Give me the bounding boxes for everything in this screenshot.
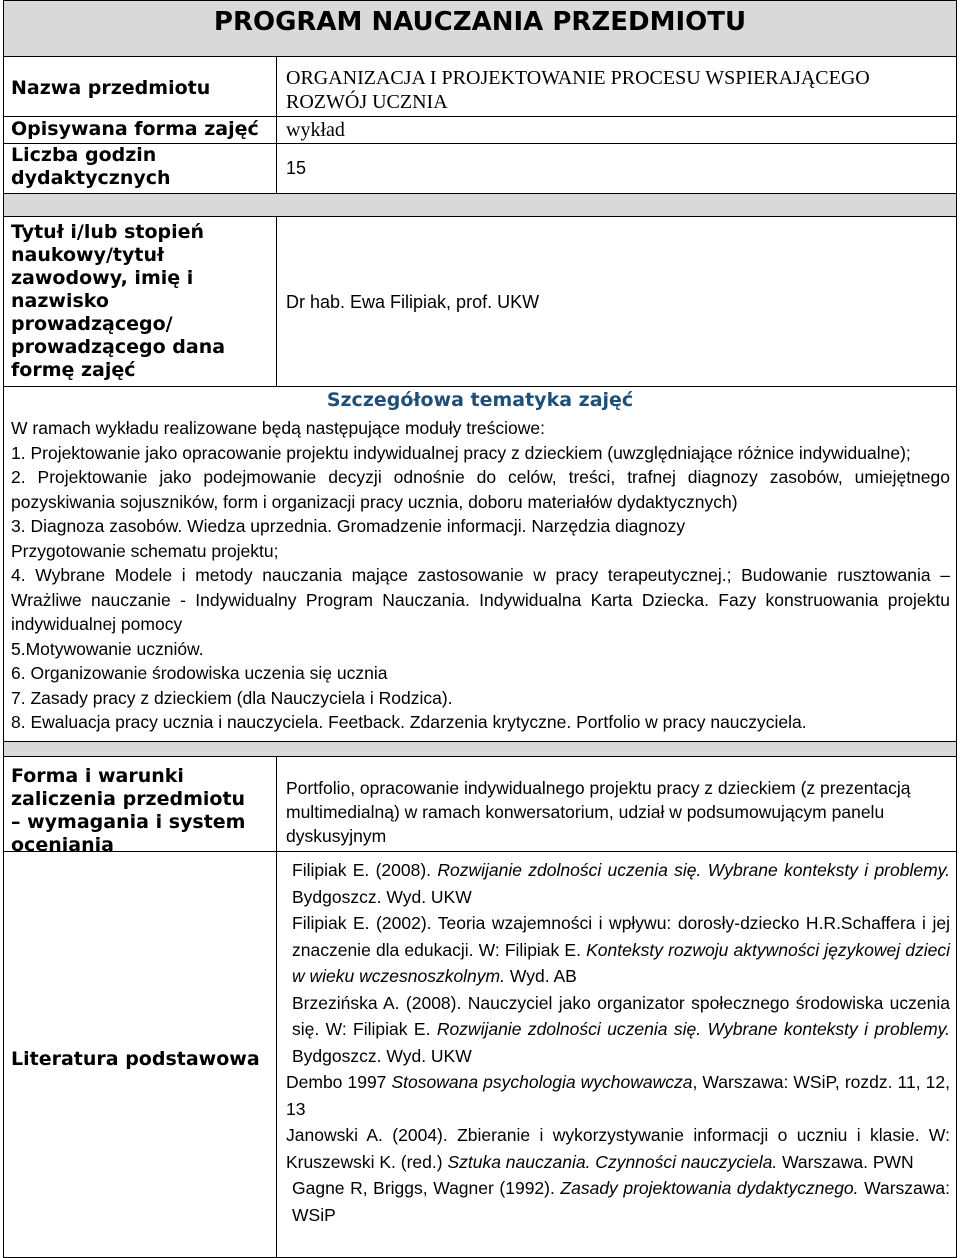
subject-value	[286, 66, 870, 114]
lecturer-label-line: prowadzącego/	[11, 313, 173, 335]
topics-intro: W ramach wykładu realizowane będą następujące moduły treściowe:	[11, 418, 546, 438]
form-value: wykład	[286, 119, 345, 141]
literature-entry: Janowski A. (2004). Zbieranie i wykorzystywanie informacji o uczniu i klasie. W: Kruszewski K. (red.) Sztuka nauczania. Czynności nauczyciela. Warszawa. PWN	[286, 1125, 950, 1172]
assessment-value: Portfolio, opracowanie indywidualnego projektu pracy z dzieckiem (z prezentacją multimedialną) w ramach konwersatorium, udział w podsumowującym panelu dyskusyjnym	[286, 778, 911, 846]
spacer-band	[4, 193, 956, 216]
title-band	[4, 1, 956, 56]
lecturer-label-line: Tytuł i/lub stopień	[11, 221, 205, 243]
literature-entry: Brzezińska A. (2008). Nauczyciel jako organizator społecznego środowiska uczenia się. W: Filipiak E. Rozwijanie zdolności uczenia się. Wybrane konteksty i problemy. Bydgoszcz. Wyd. UKW	[292, 992, 950, 1066]
assessment-label-line: – wymagania i system	[11, 811, 246, 833]
column-divider	[276, 56, 277, 193]
lecturer-label-line: formę zajęć	[11, 359, 136, 381]
assessment-row	[4, 756, 956, 856]
subject-label: Nazwa przedmiotu	[11, 77, 211, 99]
column-divider	[276, 216, 277, 386]
literature-label: Literatura podstawowa	[11, 1048, 260, 1070]
topic-item-2: 2. Projektowanie jako podejmowanie decyzji odnośnie do celów, treści, trafnej diagnozy zasobów, umiejętnego pozyskiwania sojuszników, form i organizacji pracy ucznia, doboru materiałów dydaktycznych)	[11, 467, 950, 512]
assessment-label-line: oceniania	[11, 834, 114, 856]
hours-label	[11, 144, 171, 190]
topic-item-8: 8. Ewaluacja pracy ucznia i nauczyciela. Feetback. Zdarzenia krytyczne. Portfolio w pracy nauczyciela.	[11, 712, 807, 732]
hours-row	[4, 143, 956, 193]
lecturer-label	[11, 221, 225, 382]
hours-label-line1: Liczba godzin	[11, 144, 157, 166]
literature-entry: Filipiak E. (2008). Rozwijanie zdolności uczenia się. Wybrane konteksty i problemy. Bydgoszcz. Wyd. UKW	[292, 860, 950, 907]
topic-item-3-cont: Przygotowanie schematu projektu;	[11, 540, 279, 561]
literature-entry: Dembo 1997 Stosowana psychologia wychowawcza, Warszawa: WSiP, rozdz. 11, 12, 13	[286, 1072, 950, 1119]
topic-item-6: 6. Organizowanie środowiska uczenia się ucznia	[11, 663, 388, 683]
form-label: Opisywana forma zajęć	[11, 118, 259, 140]
lecturer-label-line: prowadzącego dana	[11, 336, 226, 358]
lecturer-label-line: naukowy/tytuł	[11, 244, 165, 266]
program-document	[3, 0, 957, 1258]
lecturer-label-line: nazwisko	[11, 290, 109, 312]
lecturer-value: Dr hab. Ewa Filipiak, prof. UKW	[286, 292, 540, 312]
subject-row	[4, 56, 956, 116]
topic-item-7: 7. Zasady pracy z dzieckiem (dla Nauczyciela i Rodzica).	[11, 687, 453, 708]
literature-entry: Gagne R, Briggs, Wagner (1992). Zasady projektowania dydaktycznego. Warszawa: WSiP	[292, 1178, 950, 1225]
topic-item-4: 4. Wybrane Modele i metody nauczania mające zastosowanie w pracy terapeutycznej.; Budowanie rusztowania – Wrażliwe nauczanie - Indywidualny Program Nauczania. Indywidualna Karta Dziecka. Fazy konstruowania projektu indywidualnej pomocy	[11, 565, 950, 634]
hours-label-line2: dydaktycznych	[11, 167, 171, 189]
assessment-label	[11, 765, 245, 857]
subject-value-line2: ROZWÓJ UCZNIA	[286, 91, 448, 113]
hours-value: 15	[286, 158, 307, 178]
form-row	[4, 116, 956, 143]
lecturer-row	[4, 216, 956, 386]
lecturer-label-line: zawodowy, imię i	[11, 267, 194, 289]
spacer-band	[4, 741, 956, 756]
subject-value-line1: ORGANIZACJA I PROJEKTOWANIE PROCESU WSPIERAJĄCEGO	[286, 67, 870, 89]
topic-item-1: 1. Projektowanie jako opracowanie projektu indywidualnej pracy z dzieckiem (uwzględniające różnice indywidualne);	[11, 442, 911, 463]
assessment-label-line: zaliczenia przedmiotu	[11, 788, 246, 810]
literature-list	[286, 857, 950, 1228]
topics-heading: Szczegółowa tematyka zajęć	[326, 389, 634, 411]
page-title: PROGRAM NAUCZANIA PRZEDMIOTU	[213, 7, 747, 37]
literature-entry: Filipiak E. (2002). Teoria wzajemności i wpływu: dorosły-dziecko H.R.Schaffera i jej znaczenie dla edukacji. W: Filipiak E. Konteksty rozwoju aktywności językowej dzieci w wieku wczesnoszkolnym. Wyd. AB	[292, 913, 950, 986]
assessment-label-line: Forma i warunki	[11, 765, 184, 787]
topics-list	[11, 416, 950, 735]
topic-item-5: 5.Motywowanie uczniów.	[11, 638, 204, 659]
topic-item-3: 3. Diagnoza zasobów. Wiedza uprzednia. Gromadzenie informacji. Narzędzia diagnozy	[11, 516, 686, 536]
